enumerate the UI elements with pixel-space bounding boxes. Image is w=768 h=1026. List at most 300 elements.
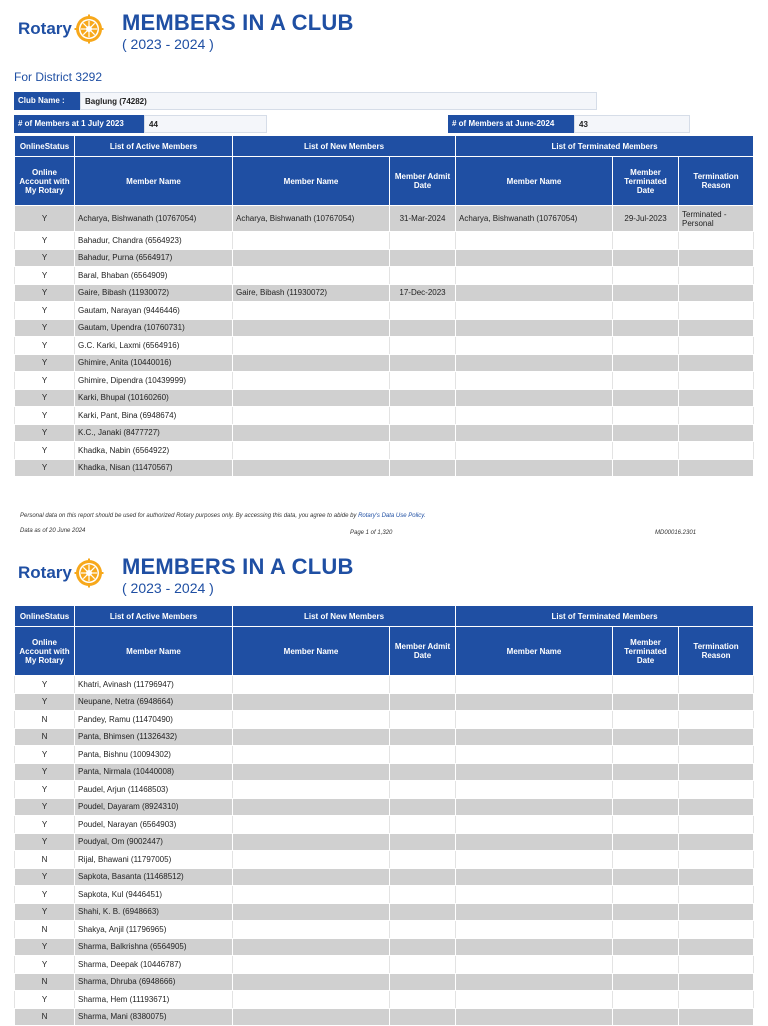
active-member-cell: Baral, Bhaban (6564909)	[75, 267, 233, 285]
admit-date-cell	[390, 1008, 456, 1026]
online-status-cell: Y	[15, 319, 75, 337]
terminated-date-cell	[613, 711, 679, 729]
active-member-cell: Sharma, Mani (8380075)	[75, 1008, 233, 1026]
table-row	[15, 319, 754, 337]
active-member-cell: Khadka, Nabin (6564922)	[75, 442, 233, 460]
new-member-cell: Acharya, Bishwanath (10767054)	[233, 206, 390, 232]
admit-date-cell: 17-Dec-2023	[390, 284, 456, 302]
table-row	[15, 816, 754, 834]
termination-reason-cell	[679, 407, 754, 425]
terminated-date-cell	[613, 284, 679, 302]
header-terminated-date: Member Terminated Date	[613, 157, 679, 206]
admit-date-cell	[390, 991, 456, 1009]
new-member-cell	[233, 319, 390, 337]
table-row	[15, 711, 754, 729]
admit-date-cell	[390, 693, 456, 711]
members-july-value: 44	[144, 115, 267, 133]
terminated-date-cell	[613, 267, 679, 285]
terminated-member-cell	[456, 354, 613, 372]
data-as-of-date: Data as of 20 June 2024	[20, 528, 86, 534]
header-online-account: Online Account with My Rotary	[15, 157, 75, 206]
terminated-member-cell	[456, 267, 613, 285]
active-member-cell: Sapkota, Kul (9446451)	[75, 886, 233, 904]
header-terminated-member-name: Member Name	[456, 627, 613, 676]
new-member-cell	[233, 781, 390, 799]
table-row	[15, 903, 754, 921]
termination-reason-cell	[679, 833, 754, 851]
new-member-cell	[233, 973, 390, 991]
table-row	[15, 991, 754, 1009]
terminated-date-cell	[613, 991, 679, 1009]
table-row	[15, 833, 754, 851]
data-use-note-text: Personal data on this report should be used for authorized Rotary purposes only. By accessing this data, you agree to abide by	[20, 513, 359, 519]
online-status-cell: Y	[15, 232, 75, 250]
rotary-logo	[18, 14, 104, 44]
table-row	[15, 746, 754, 764]
members-june-value: 43	[574, 115, 690, 133]
new-member-cell	[233, 903, 390, 921]
data-use-policy-link[interactable]: Rotary's Data Use Policy.	[358, 513, 426, 519]
new-member-cell	[233, 442, 390, 460]
rotary-wheel-icon	[74, 558, 104, 588]
new-member-cell	[233, 956, 390, 974]
terminated-member-cell	[456, 389, 613, 407]
admit-date-cell	[390, 921, 456, 939]
terminated-date-cell	[613, 389, 679, 407]
new-member-cell	[233, 459, 390, 477]
online-status-cell: Y	[15, 833, 75, 851]
table-row	[15, 249, 754, 267]
terminated-member-cell	[456, 991, 613, 1009]
terminated-member-cell	[456, 833, 613, 851]
table-row	[15, 798, 754, 816]
admit-date-cell	[390, 868, 456, 886]
online-status-cell: Y	[15, 693, 75, 711]
header-terminated-member-name: Member Name	[456, 157, 613, 206]
header-active-members: List of Active Members	[75, 606, 233, 627]
header-active-member-name: Member Name	[75, 157, 233, 206]
termination-reason-cell	[679, 249, 754, 267]
active-member-cell: Sharma, Balkrishna (6564905)	[75, 938, 233, 956]
header-active-members: List of Active Members	[75, 136, 233, 157]
header-active-member-name: Member Name	[75, 627, 233, 676]
termination-reason-cell	[679, 886, 754, 904]
terminated-member-cell	[456, 302, 613, 320]
terminated-date-cell: 29-Jul-2023	[613, 206, 679, 232]
terminated-member-cell	[456, 798, 613, 816]
terminated-date-cell	[613, 232, 679, 250]
table-row	[15, 728, 754, 746]
terminated-member-cell	[456, 851, 613, 869]
terminated-member-cell: Acharya, Bishwanath (10767054)	[456, 206, 613, 232]
table-row	[15, 938, 754, 956]
header-online-account: Online Account with My Rotary	[15, 627, 75, 676]
terminated-member-cell	[456, 763, 613, 781]
active-member-cell: Poudel, Dayaram (8924310)	[75, 798, 233, 816]
termination-reason-cell	[679, 442, 754, 460]
new-member-cell	[233, 711, 390, 729]
termination-reason-cell	[679, 676, 754, 694]
termination-reason-cell	[679, 851, 754, 869]
terminated-member-cell	[456, 319, 613, 337]
terminated-member-cell	[456, 676, 613, 694]
admit-date-cell	[390, 442, 456, 460]
termination-reason-cell	[679, 991, 754, 1009]
new-member-cell	[233, 833, 390, 851]
online-status-cell: N	[15, 728, 75, 746]
admit-date-cell	[390, 938, 456, 956]
termination-reason-cell	[679, 1008, 754, 1026]
members-june-label: # of Members at June-2024	[448, 115, 574, 133]
terminated-date-cell	[613, 921, 679, 939]
admit-date-cell	[390, 763, 456, 781]
table-row	[15, 337, 754, 355]
active-member-cell: Karki, Bhupal (10160260)	[75, 389, 233, 407]
active-member-cell: Shakya, Anjil (11796965)	[75, 921, 233, 939]
terminated-member-cell	[456, 459, 613, 477]
admit-date-cell	[390, 337, 456, 355]
termination-reason-cell	[679, 868, 754, 886]
terminated-member-cell	[456, 442, 613, 460]
active-member-cell: Sharma, Dhruba (6948666)	[75, 973, 233, 991]
online-status-cell: N	[15, 851, 75, 869]
header-admit-date: Member Admit Date	[390, 157, 456, 206]
terminated-member-cell	[456, 284, 613, 302]
online-status-cell: Y	[15, 746, 75, 764]
table-row	[15, 442, 754, 460]
termination-reason-cell	[679, 267, 754, 285]
termination-reason-cell	[679, 781, 754, 799]
admit-date-cell	[390, 267, 456, 285]
table-row	[15, 267, 754, 285]
admit-date-cell	[390, 903, 456, 921]
admit-date-cell	[390, 833, 456, 851]
active-member-cell: Neupane, Netra (6948664)	[75, 693, 233, 711]
termination-reason-cell	[679, 816, 754, 834]
table-row	[15, 302, 754, 320]
terminated-date-cell	[613, 746, 679, 764]
table-row	[15, 676, 754, 694]
new-member-cell	[233, 816, 390, 834]
active-member-cell: Poudel, Narayan (6564903)	[75, 816, 233, 834]
page-title: MEMBERS IN A CLUB	[122, 554, 354, 579]
admit-date-cell	[390, 746, 456, 764]
terminated-date-cell	[613, 372, 679, 390]
table-row	[15, 206, 754, 232]
club-name-value: Baglung (74282)	[80, 92, 597, 110]
header-terminated-members: List of Terminated Members	[456, 136, 754, 157]
active-member-cell: Khatri, Avinash (11796947)	[75, 676, 233, 694]
active-member-cell: Panta, Bhimsen (11326432)	[75, 728, 233, 746]
new-member-cell	[233, 798, 390, 816]
terminated-date-cell	[613, 302, 679, 320]
admit-date-cell	[390, 302, 456, 320]
district-label: For District 3292	[14, 70, 103, 84]
new-member-cell	[233, 728, 390, 746]
active-member-cell: Poudyal, Om (9002447)	[75, 833, 233, 851]
online-status-cell: Y	[15, 798, 75, 816]
terminated-member-cell	[456, 868, 613, 886]
page1-header	[0, 10, 768, 60]
page-number: Page 1 of 1,320	[350, 530, 393, 536]
new-member-cell	[233, 868, 390, 886]
terminated-date-cell	[613, 851, 679, 869]
terminated-member-cell	[456, 746, 613, 764]
terminated-date-cell	[613, 816, 679, 834]
active-member-cell: G.C. Karki, Laxmi (6564916)	[75, 337, 233, 355]
page2-header	[0, 554, 768, 604]
page-subtitle: ( 2023 - 2024 )	[122, 36, 214, 52]
terminated-date-cell	[613, 337, 679, 355]
online-status-cell: Y	[15, 442, 75, 460]
new-member-cell	[233, 302, 390, 320]
active-member-cell: Gautam, Upendra (10760731)	[75, 319, 233, 337]
admit-date-cell	[390, 676, 456, 694]
terminated-date-cell	[613, 868, 679, 886]
admit-date-cell	[390, 459, 456, 477]
termination-reason-cell	[679, 424, 754, 442]
terminated-date-cell	[613, 938, 679, 956]
admit-date-cell	[390, 728, 456, 746]
termination-reason-cell	[679, 389, 754, 407]
active-member-cell: Rijal, Bhawani (11797005)	[75, 851, 233, 869]
terminated-member-cell	[456, 711, 613, 729]
online-status-cell: Y	[15, 407, 75, 425]
online-status-cell: Y	[15, 267, 75, 285]
terminated-date-cell	[613, 886, 679, 904]
terminated-member-cell	[456, 903, 613, 921]
online-status-cell: Y	[15, 249, 75, 267]
active-member-cell: Shahi, K. B. (6948663)	[75, 903, 233, 921]
header-online-status: OnlineStatus	[15, 606, 75, 627]
table-row	[15, 868, 754, 886]
data-use-note	[20, 513, 425, 519]
termination-reason-cell	[679, 302, 754, 320]
admit-date-cell	[390, 407, 456, 425]
admit-date-cell	[390, 711, 456, 729]
terminated-date-cell	[613, 319, 679, 337]
new-member-cell	[233, 389, 390, 407]
terminated-member-cell	[456, 938, 613, 956]
online-status-cell: Y	[15, 372, 75, 390]
termination-reason-cell: Terminated - Personal	[679, 206, 754, 232]
header-terminated-members: List of Terminated Members	[456, 606, 754, 627]
terminated-member-cell	[456, 249, 613, 267]
active-member-cell: Ghimire, Anita (10440016)	[75, 354, 233, 372]
new-member-cell	[233, 938, 390, 956]
admit-date-cell	[390, 781, 456, 799]
terminated-member-cell	[456, 232, 613, 250]
table-row	[15, 693, 754, 711]
table-row	[15, 424, 754, 442]
table-row	[15, 781, 754, 799]
terminated-date-cell	[613, 833, 679, 851]
online-status-cell: Y	[15, 903, 75, 921]
terminated-member-cell	[456, 424, 613, 442]
termination-reason-cell	[679, 319, 754, 337]
new-member-cell	[233, 232, 390, 250]
header-termination-reason: Termination Reason	[679, 157, 754, 206]
new-member-cell	[233, 746, 390, 764]
online-status-cell: Y	[15, 816, 75, 834]
active-member-cell: Paudel, Arjun (11468503)	[75, 781, 233, 799]
active-member-cell: K.C., Janaki (8477727)	[75, 424, 233, 442]
active-member-cell: Karki, Pant, Bina (6948674)	[75, 407, 233, 425]
header-new-members: List of New Members	[233, 606, 456, 627]
table-row	[15, 973, 754, 991]
page-subtitle: ( 2023 - 2024 )	[122, 580, 214, 596]
termination-reason-cell	[679, 798, 754, 816]
termination-reason-cell	[679, 973, 754, 991]
admit-date-cell	[390, 372, 456, 390]
terminated-date-cell	[613, 354, 679, 372]
active-member-cell: Acharya, Bishwanath (10767054)	[75, 206, 233, 232]
termination-reason-cell	[679, 284, 754, 302]
new-member-cell	[233, 372, 390, 390]
terminated-member-cell	[456, 1008, 613, 1026]
online-status-cell: Y	[15, 337, 75, 355]
online-status-cell: Y	[15, 991, 75, 1009]
admit-date-cell	[390, 232, 456, 250]
new-member-cell	[233, 407, 390, 425]
table-row	[15, 886, 754, 904]
online-status-cell: Y	[15, 459, 75, 477]
admit-date-cell	[390, 389, 456, 407]
terminated-date-cell	[613, 1008, 679, 1026]
logo-text: Rotary	[18, 563, 72, 582]
header-termination-reason: Termination Reason	[679, 627, 754, 676]
terminated-member-cell	[456, 921, 613, 939]
new-member-cell	[233, 991, 390, 1009]
header-terminated-date: Member Terminated Date	[613, 627, 679, 676]
rotary-logo	[18, 558, 104, 588]
table-row	[15, 956, 754, 974]
online-status-cell: N	[15, 921, 75, 939]
active-member-cell: Sharma, Hem (11193671)	[75, 991, 233, 1009]
new-member-cell	[233, 337, 390, 355]
online-status-cell: Y	[15, 868, 75, 886]
terminated-date-cell	[613, 903, 679, 921]
termination-reason-cell	[679, 372, 754, 390]
online-status-cell: Y	[15, 781, 75, 799]
termination-reason-cell	[679, 903, 754, 921]
club-name-label: Club Name :	[14, 92, 80, 110]
table-row	[15, 1008, 754, 1026]
header-new-member-name: Member Name	[233, 627, 390, 676]
new-member-cell: Gaire, Bibash (11930072)	[233, 284, 390, 302]
new-member-cell	[233, 763, 390, 781]
table-row	[15, 372, 754, 390]
new-member-cell	[233, 267, 390, 285]
termination-reason-cell	[679, 354, 754, 372]
admit-date-cell: 31-Mar-2024	[390, 206, 456, 232]
terminated-member-cell	[456, 372, 613, 390]
table-row	[15, 284, 754, 302]
online-status-cell: Y	[15, 676, 75, 694]
terminated-date-cell	[613, 249, 679, 267]
table-row	[15, 232, 754, 250]
terminated-date-cell	[613, 693, 679, 711]
admit-date-cell	[390, 851, 456, 869]
terminated-date-cell	[613, 728, 679, 746]
termination-reason-cell	[679, 921, 754, 939]
terminated-date-cell	[613, 442, 679, 460]
table-row	[15, 407, 754, 425]
terminated-member-cell	[456, 956, 613, 974]
admit-date-cell	[390, 886, 456, 904]
online-status-cell: Y	[15, 302, 75, 320]
terminated-member-cell	[456, 728, 613, 746]
active-member-cell: Sapkota, Basanta (11468512)	[75, 868, 233, 886]
terminated-member-cell	[456, 781, 613, 799]
admit-date-cell	[390, 973, 456, 991]
termination-reason-cell	[679, 459, 754, 477]
termination-reason-cell	[679, 956, 754, 974]
new-member-cell	[233, 886, 390, 904]
terminated-member-cell	[456, 816, 613, 834]
members-july-label: # of Members at 1 July 2023	[14, 115, 144, 133]
new-member-cell	[233, 851, 390, 869]
rotary-wheel-icon	[74, 14, 104, 44]
online-status-cell: Y	[15, 938, 75, 956]
active-member-cell: Ghimire, Dipendra (10439999)	[75, 372, 233, 390]
new-member-cell	[233, 693, 390, 711]
new-member-cell	[233, 1008, 390, 1026]
terminated-member-cell	[456, 407, 613, 425]
termination-reason-cell	[679, 693, 754, 711]
termination-reason-cell	[679, 728, 754, 746]
report-code: MD00016.2301	[655, 530, 697, 536]
terminated-member-cell	[456, 337, 613, 355]
online-status-cell: N	[15, 711, 75, 729]
header-online-status: OnlineStatus	[15, 136, 75, 157]
admit-date-cell	[390, 249, 456, 267]
termination-reason-cell	[679, 763, 754, 781]
table-row	[15, 851, 754, 869]
online-status-cell: Y	[15, 284, 75, 302]
new-member-cell	[233, 424, 390, 442]
admit-date-cell	[390, 816, 456, 834]
active-member-cell: Bahadur, Purna (6564917)	[75, 249, 233, 267]
table-row	[15, 459, 754, 477]
admit-date-cell	[390, 424, 456, 442]
terminated-member-cell	[456, 973, 613, 991]
online-status-cell: Y	[15, 886, 75, 904]
active-member-cell: Sharma, Deepak (10446787)	[75, 956, 233, 974]
table-row	[15, 763, 754, 781]
active-member-cell: Pandey, Ramu (11470490)	[75, 711, 233, 729]
admit-date-cell	[390, 319, 456, 337]
terminated-date-cell	[613, 424, 679, 442]
active-member-cell: Panta, Nirmala (10440008)	[75, 763, 233, 781]
terminated-date-cell	[613, 407, 679, 425]
admit-date-cell	[390, 798, 456, 816]
admit-date-cell	[390, 956, 456, 974]
terminated-date-cell	[613, 676, 679, 694]
terminated-member-cell	[456, 693, 613, 711]
new-member-cell	[233, 249, 390, 267]
termination-reason-cell	[679, 938, 754, 956]
termination-reason-cell	[679, 711, 754, 729]
termination-reason-cell	[679, 337, 754, 355]
terminated-member-cell	[456, 886, 613, 904]
members-table-page1	[14, 135, 754, 477]
table-row	[15, 389, 754, 407]
terminated-date-cell	[613, 781, 679, 799]
online-status-cell: Y	[15, 389, 75, 407]
terminated-date-cell	[613, 956, 679, 974]
new-member-cell	[233, 921, 390, 939]
